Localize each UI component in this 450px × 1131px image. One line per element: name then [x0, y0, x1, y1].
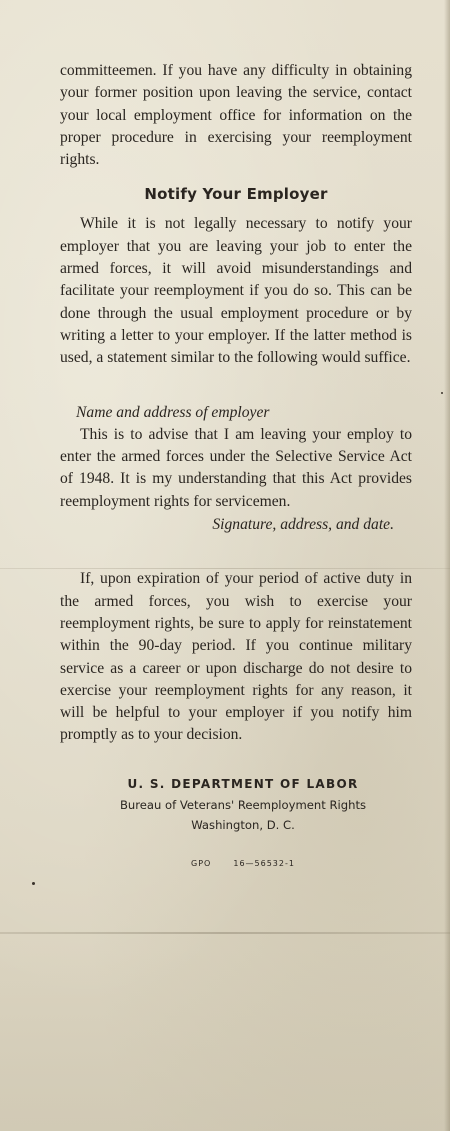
print-code: 16—56532-1 — [233, 858, 295, 868]
print-code-line — [60, 859, 412, 868]
opening-paragraph: committeemen. If you have any difficulty in obtaining your former position upon leaving the service, contact your local employment office for information on the proper procedure in exercising your reemployment rights. — [60, 62, 412, 169]
department-name: U. S. DEPARTMENT OF LABOR — [127, 776, 359, 791]
city-name: Washington, D. C. — [191, 817, 295, 832]
expiration-paragraph: If, upon expiration of your period of active duty in the armed forces, you wish to exercise your reemployment rights, be sure to apply for reinstatement within the 90-day period. If you continue military service as a career or upon discharge do not desire to exercise your reemployment rights for any reason, it will be helpful to your employer if you notify him promptly as to your decision. — [60, 570, 412, 744]
spacer — [60, 536, 412, 568]
ink-speck — [441, 392, 443, 394]
notify-paragraph: While it is not legally necessary to notify your employer that you are leaving your job to enter the armed forces, it will avoid misunderstandings and facilitate your reemployment if you do so. This can be done through the usual employment procedure or by writing a letter to your employer. If the latter method is used, a statement similar to the following would suffice. — [60, 215, 412, 367]
printer-mark: GPO — [191, 858, 212, 868]
paper-discoloration — [0, 950, 450, 1131]
ink-speck — [32, 882, 35, 885]
document-body — [60, 60, 412, 868]
paper-edge-shadow — [444, 0, 450, 1131]
sample-letter-title: Name and address of employer — [76, 403, 270, 421]
sample-letter-signature: Signature, address, and date. — [212, 516, 394, 534]
bureau-name: Bureau of Veterans' Reemployment Rights — [119, 797, 367, 812]
paper-fold-line — [0, 932, 450, 934]
section-heading: Notify Your Employer — [144, 185, 328, 204]
sample-letter-body: This is to advise that I am leaving your employ to enter the armed forces under the Selective Service Act of 1948. It is my understanding that this Act provides reemployment rights for servicemen. — [60, 425, 412, 510]
